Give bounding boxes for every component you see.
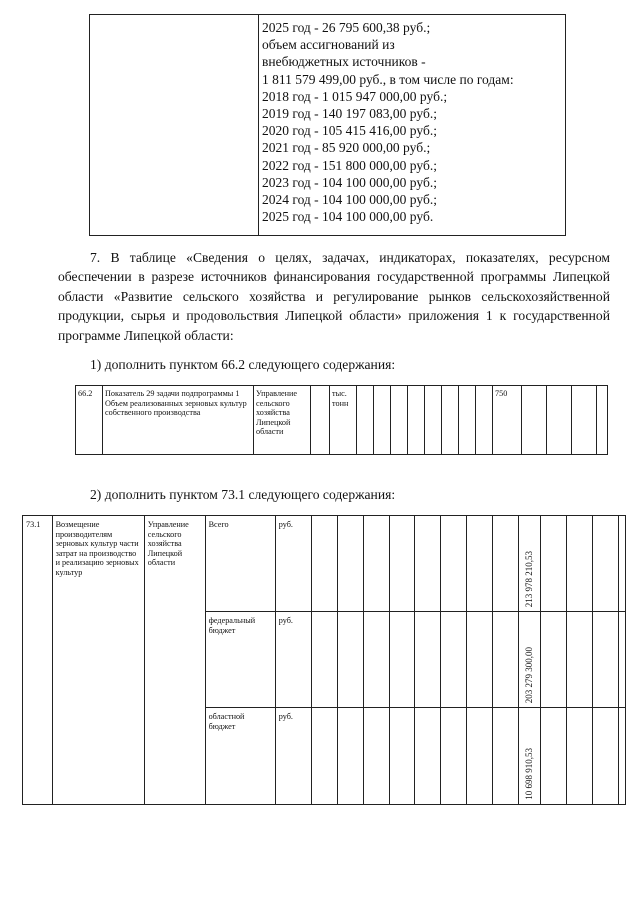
measure-name: Возмещение производителям зерновых культур части затрат на производство и реализацию зерновых культур — [52, 516, 144, 805]
financing-line: 2025 год - 26 795 600,38 руб.; — [262, 20, 431, 35]
empty-cell — [466, 708, 492, 805]
financing-line: 2025 год - 104 100 000,00 руб. — [262, 209, 434, 225]
empty-cell — [337, 708, 363, 805]
empty-cell — [619, 516, 626, 612]
financing-line: внебюджетных источников - — [262, 54, 426, 70]
unit-of-measure: руб. — [275, 612, 311, 708]
empty-cell — [425, 386, 442, 455]
financing-line: 2022 год - 151 800 000,00 руб.; — [262, 157, 437, 173]
financing-line: 1 811 579 499,00 руб., в том числе по годам: — [262, 71, 514, 87]
financing-volume-cell — [259, 15, 566, 236]
empty-cell — [363, 708, 389, 805]
empty-cell — [389, 708, 415, 805]
amount-2021-cell — [518, 516, 541, 612]
empty-cell — [459, 386, 476, 455]
empty-cell — [492, 516, 518, 612]
indicator-name: Показатель 29 задачи подпрограммы 1 Объем реализованных зерновых культур собственного производства — [103, 386, 254, 455]
empty-cell — [567, 612, 593, 708]
sub-item-1-text: 1) дополнить пунктом 66.2 следующего содержания: — [90, 357, 396, 372]
financing-line: 2021 год - 85 920 000,00 руб.; — [262, 140, 431, 156]
sub-item-2-text: 2) дополнить пунктом 73.1 следующего содержания: — [90, 487, 396, 502]
unit-of-measure: тыс. тонн — [330, 386, 357, 455]
empty-cell — [408, 386, 425, 455]
item-7-paragraph — [58, 248, 610, 345]
empty-cell — [466, 612, 492, 708]
empty-cell — [567, 516, 593, 612]
empty-cell — [541, 612, 567, 708]
amount-regional: 10 698 910,53 — [523, 748, 534, 800]
empty-cell — [357, 386, 374, 455]
responsible-department: Управление сельского хозяйства Липецкой области — [144, 516, 205, 805]
funding-source: федеральный бюджет — [205, 612, 275, 708]
empty-cell — [415, 708, 441, 805]
empty-cell — [547, 386, 572, 455]
empty-cell — [90, 15, 259, 236]
financing-line: 2019 год - 140 197 083,00 руб.; — [262, 106, 437, 122]
financing-line: объем ассигнований из — [262, 37, 395, 53]
row-number: 66.2 — [76, 386, 103, 455]
unit-of-measure: руб. — [275, 516, 311, 612]
empty-cell — [593, 612, 619, 708]
empty-cell — [312, 516, 338, 612]
empty-cell — [541, 516, 567, 612]
empty-cell — [522, 386, 547, 455]
empty-cell — [541, 708, 567, 805]
item-7-text: 7. В таблице «Сведения о целях, задачах, индикаторах, показателях, ресурсном обеспечении в разрезе источников финансирования государственной программы Липецкой области «Развитие сельского хозяйства и регулирование рынков сельскохозяйственной продукции, сырья и продовольствия Липецкой области» приложения 1 к государственной программе Липецкой области: — [58, 250, 610, 343]
funding-source: областной бюджет — [205, 708, 275, 805]
table-row-73-1 — [22, 515, 626, 805]
table-row-66-2 — [75, 385, 608, 455]
empty-cell — [415, 516, 441, 612]
empty-cell — [567, 708, 593, 805]
amount-2021-cell — [518, 708, 541, 805]
value-2021: 750 — [493, 386, 522, 455]
empty-cell — [389, 612, 415, 708]
empty-cell — [337, 516, 363, 612]
amount-total: 213 978 210,53 — [523, 550, 534, 607]
empty-cell — [374, 386, 391, 455]
empty-cell — [363, 612, 389, 708]
empty-cell — [441, 708, 467, 805]
amount-2021-cell — [518, 612, 541, 708]
empty-cell — [442, 386, 459, 455]
financing-table-continuation — [89, 14, 566, 236]
empty-cell — [619, 612, 626, 708]
empty-cell — [415, 612, 441, 708]
empty-cell — [593, 516, 619, 612]
row-number: 73.1 — [23, 516, 53, 805]
financing-line: 2020 год - 105 415 416,00 руб.; — [262, 123, 437, 139]
empty-cell — [312, 708, 338, 805]
empty-cell — [466, 516, 492, 612]
financing-line: 2023 год - 104 100 000,00 руб.; — [262, 174, 437, 190]
financing-line: 2024 год - 104 100 000,00 руб.; — [262, 192, 437, 208]
empty-cell — [311, 386, 330, 455]
amount-federal: 203 279 300,00 — [523, 646, 534, 703]
empty-cell — [337, 612, 363, 708]
empty-cell — [476, 386, 493, 455]
empty-cell — [597, 386, 608, 455]
empty-cell — [389, 516, 415, 612]
unit-of-measure: руб. — [275, 708, 311, 805]
empty-cell — [391, 386, 408, 455]
empty-cell — [572, 386, 597, 455]
empty-cell — [492, 708, 518, 805]
financing-line: 2018 год - 1 015 947 000,00 руб.; — [262, 88, 448, 104]
empty-cell — [593, 708, 619, 805]
empty-cell — [441, 612, 467, 708]
empty-cell — [441, 516, 467, 612]
funding-source: Всего — [205, 516, 275, 612]
empty-cell — [363, 516, 389, 612]
empty-cell — [312, 612, 338, 708]
empty-cell — [619, 708, 626, 805]
responsible-department: Управление сельского хозяйства Липецкой области — [254, 386, 311, 455]
empty-cell — [492, 612, 518, 708]
